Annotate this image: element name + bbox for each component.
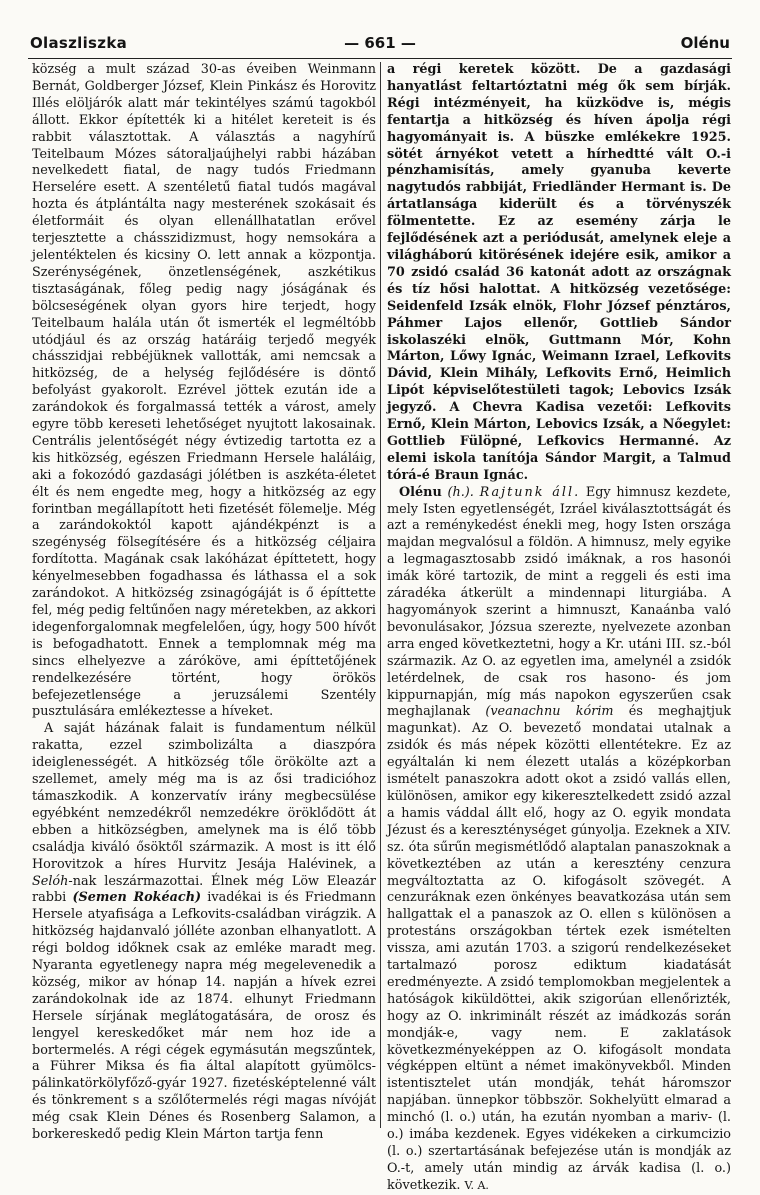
italic-title-seloh: Selóh <box>32 873 69 889</box>
header-right-keyword: Olénu <box>680 34 730 52</box>
left-column <box>32 62 376 1143</box>
italic-title-semen-rokeach: (Semen Rokéach) <box>72 890 202 906</box>
entry-olenu <box>387 485 731 1195</box>
right-column <box>387 62 731 1193</box>
author-signature: V. A. <box>464 1178 489 1192</box>
entry-translation: Rajtunk áll. <box>479 484 581 500</box>
text-run: és meghajtjuk magunkat). Az O. bevezető mondatai utalnak a zsidók és más népek közötti ellentétekre. Ez az egyáltalán ki nem élezett utalás a középkorban ismételt panaszokra adott okot a zsidó vallás ellen, különösen, amikor egy kikeresztelkedett zsidó azzal a hamis váddal állt elő, hogy az O. egyik mondata Jézust és a kereszténységet gúnyolja. Ezeknek a XIV. sz. óta sűrűn megismétlődő alaptalan panaszoknak a következtében az után a keresztény cenzura megváltoztatta az O. kifogásolt szövegét. A cenzuráknak ezen önkényes beavatkozása után sem hallgattak el a panaszok az O. ellen s különösen a protestáns országokban tértek ezek ismételten vissza, ami azután 1703. a szigorú rendelkezéseket tartalmazó porosz ediktum kiadatását eredményezte. A zsidó templomokban megjelentek a hatóságok kiküldöttei, akik szigorúan ellenőrizték, hogy az O. inkriminált részét az imádkozás során mondják-e, vagy nem. E zaklatások következményeképpen az O. kifogásolt mondata végképpen eltünt a német imakönyvekből. Minden istentisztelet után mondják, tehát háromszor napjában. ünnepkor többször. Sokhelyütt elmarad a minchó (l. o.) után, ha ezután nyomban a mariv- (l. o.) imába kezdenek. Egyes vidékeken a cirkumcizio (l. o.) szertartásának befejezése után is mondják az O.-t, amely után mindig az árvák kadisa (l. o.) következik. <box>387 704 731 1193</box>
text-run: a régi keretek között. De a gazdasági hanyatlást feltartóztatni még ők sem bírják. Régi intézményeit, ha küzködve is, mégis fentartja a hitközség és híven ápolja régi hagyományait is. A büszke emlékekre 1925. sötét árnyékot vetett a hírhedtté vált O.-i pénzhamisítás, amely gyanuba keverte nagytudós rabbiját, Friedländer Hermant is. De ártatlansága kiderült és a törvényszék fölmentette. Ez az esemény zárja le fejlődésének azt a periódusát, amelynek eleje a világháború kitörésének idejére esik, amikor a 70 zsidó család 36 katonát adott az országnak és tíz hősi halottat. A hitközség vezetősége: Seidenfeld Izsák elnök, Flohr József pénztáros, Páhmer Lajos ellenőr, Gottlieb Sándor iskolaszéki elnök, Guttmann Mór, Kohn Márton, Lőwy Ignác, Weimann Izrael, Lefkovits Dávid, Klein Mihály, Lefkovits Ernő, Heimlich Lipót képviselőtestületi tagok; Lebovics Izsák jegyző. A Chevra Kadisa vezetői: Lefkovits Ernő, Klein Márton, Lebovics Izsák, a Nőegylet: Gottlieb Fülöpné, Lefkovics Hermanné. Az elemi iskola tanítója Sándor Margit, a Talmud tórá-é Braun Ignác. <box>387 62 731 483</box>
text-run: község a mult század 30-as éveiben Weinmann Bernát, Goldberger József, Klein Pinkász és Horovitz Illés elöljárók alatt már tekintélyes számú tagokból állott. Ekkor építették ki a hitélet kereteit is és rabbit választottak. A választás a nagyhírű Teitelbaum Mózes sátoraljaújhelyi rabbi házában nevelkedett fiatal, de nagy tudós Friedmann Herselére esett. A szentéletű fiatal tudós magával hozta és átplántálta nagy mesterének szokásait és életformáit és olyan ellenállhatatlan erővel terjesztette a chásszidizmust, hogy nemsokára a jelentéktelen és kicsiny O. lett annak a központja. Szerénységének, önzetlenségének, aszkétikus tisztaságának, főleg pedig nagy jóságának és bölcseségének olyan gyors hire terjedt, hogy Teitelbaum halála után őt ismerték el legméltóbb utódjául és az ország határáig terjedő megyék chásszidjai rebbéjüknek vallották, ami nemcsak a hitközség, de a helység fejlődésére is döntő befolyást gyakorolt. Ezrével jöttek ezután ide a zarándokok és forgalmassá tették a várost, amely egyre több kereseti lehetőséget nyujtott lakosainak. Centrális jelentőségét négy évtizedig tartotta ez a kis hitközség, egészen Friedmann Hersele haláláig, aki a fokozódó gazdasági jólétben is aszkéta-életet élt és nem engedte meg, hogy a hitközség az egy forintban megállapított heti fizetését fölemelje. Még a zarándokoktól kapott ajándékpénzt is a szegénység fölsegítésére és a hitközség céljaira fordította. Magának csak lakóházat építtetett, hogy kényelmesebben fogadhassa és láthassa el a sok zarándokot. A hitközség zsinagógáját is ő építtette fel, még pedig feltűnően nagy méretekben, az akkori idegenforgalomnak megfelelően, úgy, hogy 500 hívőt is befogadhatott. Ennek a templomnak még ma sincs elhelyezve a záróköve, ami építtetőjének rendelkezésére történt, hogy örökös befejezetlensége a jeruzsálemi Szentély pusztulására emlékeztesse a híveket. <box>32 62 376 720</box>
italic-phrase-veanachnu: (veanachnu kórim <box>485 704 614 720</box>
page-number: — 661 — <box>344 34 416 52</box>
right-paragraph <box>387 62 731 485</box>
entry-headword: Olénu <box>399 484 442 500</box>
text-run: -nak leszármazottai. Élnek még Löw Eleazár rabbi <box>32 873 376 906</box>
text-run: A saját házának falait is fundamentum nélkül rakatta, ezzel szimbolizálta a diaszpóra ideiglenességét. A hitközség tőle örökölte azt a szellemet, amely még ma is az ősi tradicióhoz támaszkodik. A konzervatív irány megbecsülése egyébként nemzedékről nemzedékre öröklődött át ebben a hitközségben, amelynek ma is élő több családja kiváló ősöktől származik. A most is itt élő Horovitzok a híres Hurvitz Jesája Halévinek, a <box>32 721 376 872</box>
left-paragraph <box>32 62 376 721</box>
header-rule <box>28 58 732 59</box>
left-paragraph <box>32 721 376 1144</box>
header-left-keyword: Olaszliszka <box>30 34 128 52</box>
text-run: ivadékai is és Friedmann Hersele atyafisága a Lefkovits-családban virágzik. A hitközség hajdanvaló jólléte azonban elhanyatlott. A régi boldog időknek csak az emléke maradt meg. Nyaranta egyetlenegy napra még megelevenedik a község, mikor av hónap 14. napján a hívek ezrei zarándokolnak ide az 1874. elhunyt Friedmann Hersele sírjának meglátogatására, de orosz és lengyel kereskedőket már nem hoz ide a bortermelés. A régi cégek egymásután megszűntek, a Führer Miksa és fia által alapított gyümölcs-pálinkatörkölyfőző-gyár 1927. fizetésképtelenné vált és tönkrement s a szőlőtermelés régi magas nívóját még csak Klein Dénes és Rosenberg Salamon, a borkereskedő pedig Klein Márton tartja fenn <box>32 890 376 1143</box>
running-header <box>30 34 730 56</box>
column-divider <box>380 62 381 1128</box>
entry-language-tag: (h.). <box>447 484 474 500</box>
text-run: Egy himnusz kezdete, mely Isten egyetlenségét, Izráel kiválasztottságát és azt a reménykedést énekli meg, hogy Isten országa majdan megvalósul a földön. A himnusz, mely egyike a legmagasztosabb zsidó imáknak, a ros hasonói imák köré tartozik, de mint a reggeli és esti ima záradéka átkerült a mindennapi liturgiába. A hagyományok szerint a himnuszt, Kanaánba való bevonulásakor, Józsua szerezte, nyelvezete azonban arra enged következtetni, hogy a Kr. utáni III. sz.-ból származik. Az O. az egyetlen ima, amelynél a zsidók letérdelnek, de csak ros hasono- és jom kippurnapján, míg más napokon egyszerűen csak meghajlanak <box>387 484 731 720</box>
